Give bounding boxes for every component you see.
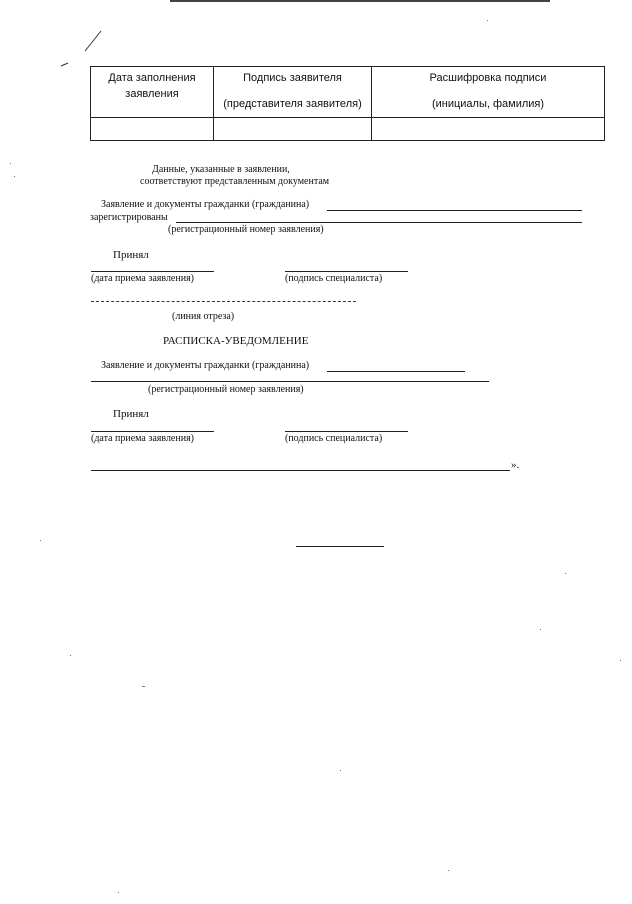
registration-number-line[interactable] xyxy=(176,222,582,223)
citizen-name-line[interactable] xyxy=(327,210,582,211)
specialist-signature-caption-1: (подпись специалиста) xyxy=(285,273,383,284)
accepted-label-2: Принял xyxy=(113,408,149,420)
cut-line-caption: (линия отреза) xyxy=(172,311,235,322)
table-col1-line1: Дата заполнения xyxy=(108,72,196,84)
accepted-label-1: Принял xyxy=(113,249,149,261)
scan-speck xyxy=(10,163,11,164)
table-cell-decoding xyxy=(372,67,605,118)
verification-line-2: соответствуют представленным документам xyxy=(140,176,330,187)
specialist-signature-line-2[interactable] xyxy=(285,431,408,432)
scan-speck xyxy=(142,686,145,687)
scan-speck xyxy=(40,540,41,541)
specialist-signature-line-1[interactable] xyxy=(285,271,408,272)
receipt-citizen-name-line[interactable] xyxy=(327,371,465,372)
closing-quote-suffix: ». xyxy=(511,459,520,471)
acceptance-date-caption-1: (дата приема заявления) xyxy=(91,273,195,284)
table-col3-line2: (инициалы, фамилия) xyxy=(431,97,545,110)
scan-speck xyxy=(487,20,488,21)
scan-speck xyxy=(118,892,119,893)
acceptance-date-line-1[interactable] xyxy=(91,271,214,272)
closing-line[interactable] xyxy=(91,470,510,471)
pen-tick-mark xyxy=(60,62,70,68)
specialist-signature-caption-2: (подпись специалиста) xyxy=(285,433,383,444)
signature-table xyxy=(90,66,605,141)
table-blank-cell-date[interactable] xyxy=(91,118,214,141)
table-header-row xyxy=(91,67,605,118)
receipt-registration-number-line[interactable] xyxy=(91,381,489,382)
acceptance-date-caption-2: (дата приема заявления) xyxy=(91,433,195,444)
scan-speck xyxy=(340,770,341,771)
table-blank-cell-signature[interactable] xyxy=(214,118,372,141)
acceptance-date-line-2[interactable] xyxy=(91,431,214,432)
scan-speck xyxy=(448,870,449,871)
scan-speck xyxy=(14,176,15,177)
table-col3-line1: Расшифровка подписи xyxy=(429,72,547,84)
verification-line-1: Данные, указанные в заявлении, xyxy=(152,164,290,175)
scan-speck xyxy=(620,660,621,661)
scan-speck xyxy=(70,655,71,656)
cut-line xyxy=(91,301,356,302)
table-col1-line2: заявления xyxy=(125,87,179,100)
registration-number-caption: (регистрационный номер заявления) xyxy=(168,224,324,235)
registration-statement: Заявление и документы гражданки (гражданина) xyxy=(101,199,310,210)
top-edge-mark xyxy=(170,0,550,2)
receipt-statement: Заявление и документы гражданки (гражданина) xyxy=(101,360,310,371)
table-col2-line2: (представителя заявителя) xyxy=(223,97,362,110)
table-col2-line1: Подпись заявителя xyxy=(243,72,342,84)
scan-speck xyxy=(565,573,566,574)
registered-label: зарегистрированы xyxy=(90,212,168,223)
scan-speck xyxy=(540,629,541,630)
pen-stroke-mark xyxy=(82,28,104,54)
table-cell-date xyxy=(91,67,214,118)
table-blank-row xyxy=(91,118,605,141)
section-end-separator xyxy=(296,546,384,547)
table-cell-signature xyxy=(214,67,372,118)
receipt-title: РАСПИСКА-УВЕДОМЛЕНИЕ xyxy=(163,335,309,347)
receipt-registration-number-caption: (регистрационный номер заявления) xyxy=(148,384,304,395)
table-blank-cell-decoding[interactable] xyxy=(372,118,605,141)
